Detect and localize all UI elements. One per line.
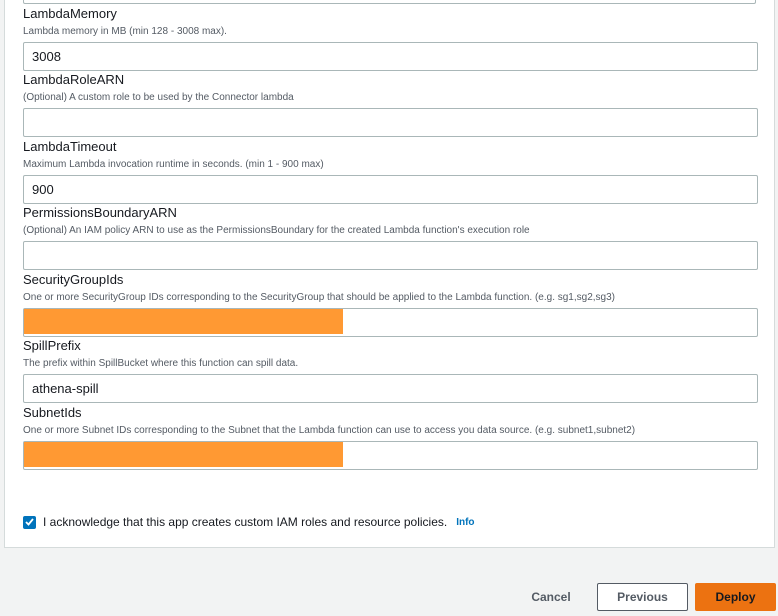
acknowledge-text: I acknowledge that this app creates custom IAM roles and resource policies. — [43, 515, 448, 529]
previous-button[interactable]: Previous — [597, 583, 688, 611]
redaction-block — [24, 309, 343, 334]
subnet-ids-input-wrap — [23, 441, 758, 470]
field-label: SubnetIds — [23, 405, 82, 420]
field-security-group-ids — [23, 272, 758, 337]
previous-field-input[interactable] — [23, 0, 756, 4]
cancel-button[interactable]: Cancel — [524, 583, 578, 611]
field-description: One or more Subnet IDs corresponding to the Subnet that the Lambda function can use to access you data source. (e.g. subnet1,subnet2) — [23, 425, 636, 436]
permissions-boundary-arn-input[interactable] — [23, 241, 758, 270]
deploy-button[interactable]: Deploy — [695, 583, 776, 611]
acknowledge-checkbox[interactable] — [23, 516, 36, 529]
field-label: LambdaTimeout — [23, 139, 117, 154]
field-spill-prefix — [23, 338, 758, 403]
field-description: The prefix within SpillBucket where this function can spill data. — [23, 358, 299, 369]
lambda-role-arn-input[interactable] — [23, 108, 758, 137]
field-subnet-ids — [23, 405, 758, 470]
info-link[interactable]: Info — [456, 516, 475, 528]
field-label: LambdaMemory — [23, 6, 117, 21]
redaction-block — [24, 442, 343, 467]
field-lambda-timeout — [23, 139, 758, 204]
field-permissions-boundary-arn — [23, 205, 758, 270]
field-lambda-role-arn — [23, 72, 758, 137]
field-label: SecurityGroupIds — [23, 272, 124, 287]
acknowledge-row — [23, 515, 475, 529]
check-icon — [25, 518, 34, 526]
field-description: (Optional) A custom role to be used by the Connector lambda — [23, 92, 294, 103]
field-description: (Optional) An IAM policy ARN to use as the PermissionsBoundary for the created Lambda function's execution role — [23, 225, 530, 236]
field-label: PermissionsBoundaryARN — [23, 205, 177, 220]
field-description: Lambda memory in MB (min 128 - 3008 max). — [23, 26, 227, 37]
field-description: Maximum Lambda invocation runtime in seconds. (min 1 - 900 max) — [23, 159, 324, 170]
field-description: One or more SecurityGroup IDs corresponding to the SecurityGroup that should be applied to the Lambda function. (e.g. sg1,sg2,sg3) — [23, 292, 616, 303]
lambda-memory-input[interactable] — [23, 42, 758, 71]
security-group-ids-input-wrap — [23, 308, 758, 337]
field-lambda-memory — [23, 6, 758, 71]
field-label: SpillPrefix — [23, 338, 81, 353]
field-label: LambdaRoleARN — [23, 72, 125, 87]
spill-prefix-input[interactable] — [23, 374, 758, 403]
lambda-timeout-input[interactable] — [23, 175, 758, 204]
